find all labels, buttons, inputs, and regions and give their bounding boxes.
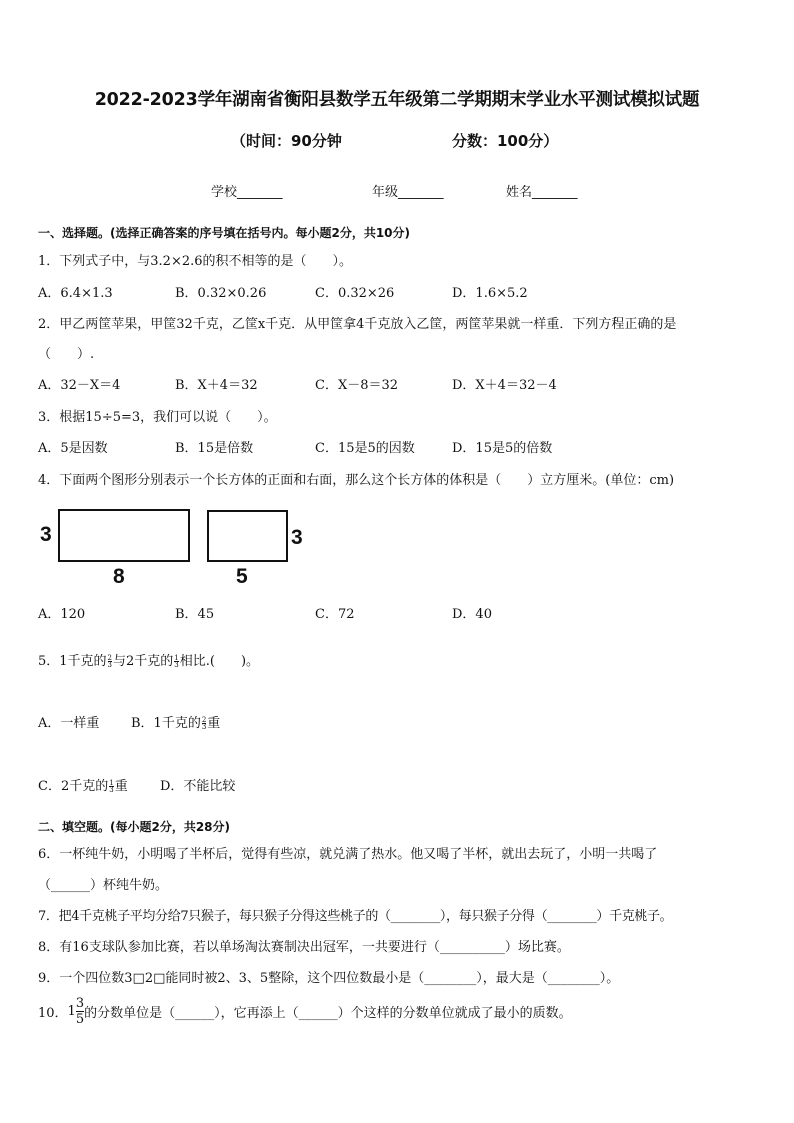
q5-stem-part-a: 5．1千克的	[38, 654, 107, 669]
side-face-rect	[207, 510, 288, 562]
q10-numerator: 3	[75, 996, 85, 1011]
q2-stem-line1: 2．甲乙两筐苹果，甲筐32千克，乙筐x千克．从甲筐拿4千克放入乙筐，两筐苹果就一样重．下列方程正确的是	[38, 317, 677, 332]
q2-stem-line2: （ ）.	[38, 347, 95, 362]
q5-option-c-denominator: 3	[109, 786, 114, 794]
q10-text: 的分数单位是（______），它再添上（______）个这样的分数单位就成了最小的质数。	[84, 1006, 572, 1021]
q2-option-b: B．X＋4＝32	[175, 378, 258, 393]
front-face-rect	[58, 509, 190, 562]
q5-option-c-text: C．2千克的	[38, 779, 109, 794]
q4-option-a: A．120	[38, 607, 86, 622]
q2-option-c: C．X－8＝32	[315, 378, 399, 393]
q5-option-b-numerator: 2	[201, 716, 207, 724]
name-field: 姓名_______	[506, 185, 578, 200]
q2-option-a: A．32－X＝4	[38, 378, 121, 393]
q7: 7．把4千克桃子平均分给7只猴子，每只猴子分得这些桃子的（________），每只猴子分得（________）千克桃子。	[38, 909, 673, 924]
q4-option-c: C．72	[315, 607, 355, 622]
q3-stem: 3．根据15÷5=3，我们可以说（ ）。	[38, 410, 277, 425]
q2-option-d: D．X＋4＝32－4	[452, 378, 557, 393]
q5-fraction-2-denominator: 3	[174, 661, 179, 669]
q5-option-a: A．一样重	[38, 716, 100, 731]
q1-stem: 1．下列式子中，与3.2×2.6的积不相等的是（ ）。	[38, 254, 353, 269]
q5-fraction-2-numerator: 1	[174, 654, 179, 662]
q9: 9．一个四位数3□2□能同时被2、3、5整除，这个四位数最小是（________），最大是（________）。	[38, 971, 620, 986]
q3-option-b: B．15是倍数	[175, 441, 254, 456]
q5-option-b	[131, 712, 220, 731]
side-height-label: 3	[291, 526, 303, 549]
q5-stem-part-b: 与2千克的	[113, 654, 174, 669]
q5-option-c	[38, 775, 128, 794]
q5-option-d: D．不能比较	[160, 779, 236, 794]
front-height-label: 3	[40, 523, 52, 546]
q5-option-b-text: B．1千克的	[131, 716, 201, 731]
section2-heading: 二、填空题。(每小题2分，共28分)	[38, 820, 231, 834]
exam-score: 分数：100分）	[452, 132, 559, 150]
q5-option-b-suffix: 重	[207, 716, 221, 731]
q5-option-c-fraction	[109, 780, 113, 793]
q4-stem: 4．下面两个图形分别表示一个长方体的正面和右面，那么这个长方体的体积是（ ）立方厘米。(单位：cm)	[38, 473, 675, 488]
section1-heading: 一、选择题。(选择正确答案的序号填在括号内。每小题2分，共10分)	[38, 226, 411, 240]
q10-whole-part: 1	[67, 1004, 76, 1019]
q10-number: 10．	[38, 1006, 68, 1021]
side-width-label: 5	[236, 565, 248, 588]
q5-option-b-denominator: 3	[201, 723, 207, 731]
q5-option-c-suffix: 重	[114, 779, 128, 794]
q3-option-c: C．15是5的因数	[315, 441, 415, 456]
school-field: 学校_______	[211, 185, 283, 200]
q5-fraction-1-numerator: 2	[107, 654, 113, 662]
q6-line1: 6．一杯纯牛奶，小明喝了半杯后，觉得有些凉，就兑满了热水。他又喝了半杯，就出去玩了，小明一共喝了	[38, 847, 658, 862]
q1-option-c: C．0.32×26	[315, 286, 395, 301]
q5-option-b-fraction	[202, 717, 206, 730]
q3-option-d: D．15是5的倍数	[452, 441, 553, 456]
q1-option-b: B．0.32×0.26	[175, 286, 267, 301]
q10	[38, 996, 572, 1027]
q10-mixed-fraction	[76, 996, 84, 1027]
q1-option-a: A．6.4×1.3	[38, 286, 113, 301]
q6-line2: （______）杯纯牛奶。	[38, 878, 169, 893]
q5-fraction-1	[108, 655, 112, 668]
q4-option-b: B．45	[175, 607, 215, 622]
page-title: 2022-2023学年湖南省衡阳县数学五年级第二学期期末学业水平测试模拟试题	[94, 90, 700, 110]
q5-stem	[38, 650, 259, 669]
q4-option-d: D．40	[452, 607, 492, 622]
q8: 8．有16支球队参加比赛，若以单场淘汰赛制决出冠军，一共要进行（__________）场比赛。	[38, 940, 570, 955]
q5-fraction-1-denominator: 3	[107, 661, 113, 669]
grade-field: 年级_______	[372, 185, 444, 200]
q5-option-c-numerator: 1	[109, 779, 114, 787]
q3-option-a: A．5是因数	[38, 441, 108, 456]
front-width-label: 8	[113, 565, 125, 588]
exam-time: （时间：90分钟	[231, 132, 342, 150]
q1-option-d: D．1.6×5.2	[452, 286, 528, 301]
q5-stem-part-c: 相比.( )。	[179, 654, 260, 669]
q5-fraction-2	[174, 655, 178, 668]
q10-denominator: 5	[75, 1012, 85, 1027]
